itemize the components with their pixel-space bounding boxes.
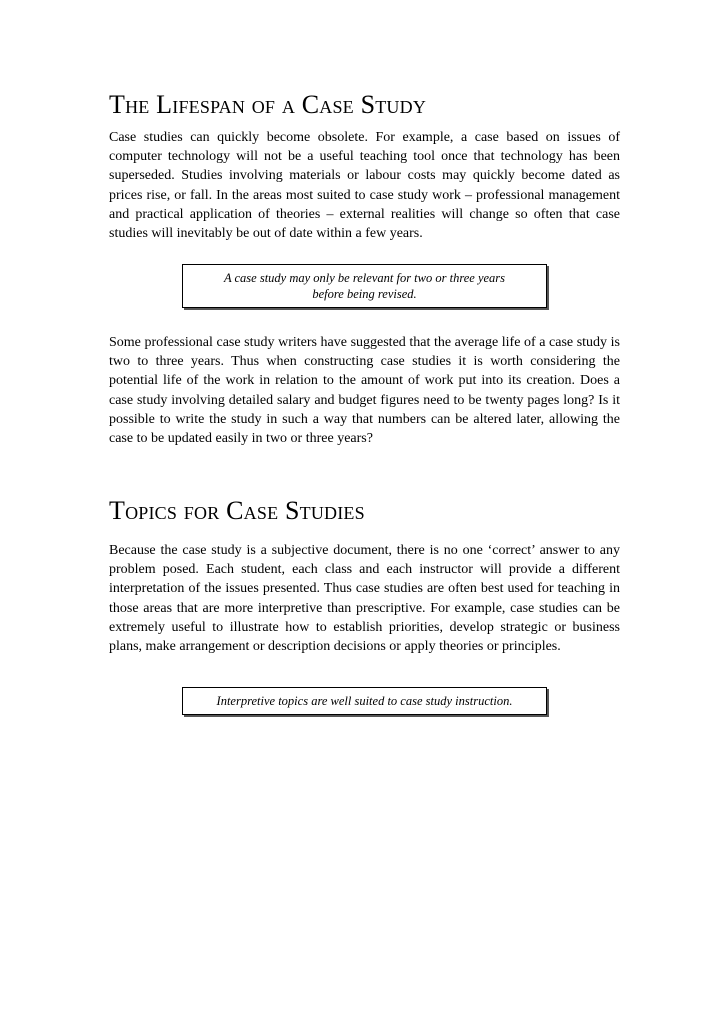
paragraph-topics: Because the case study is a subjective document, there is no one ‘correct’ answer to any problem posed. Each student, each class and each instructor will provide a different interpretation of the issues presented. Thus case studies are often best used for teaching in those areas that are more interpretive than prescriptive. For example, case studies can be extremely useful to illustrate how to establish priorities, develop strategic or business plans, make arrangement or description decisions or apply theories or principles. — [109, 543, 620, 655]
callout-line: Interpretive topics are well suited to case study instruction. — [216, 694, 513, 708]
callout-line: A case study may only be relevant for two or three years — [223, 271, 506, 285]
section-heading-topics: Topics for Case Studies — [109, 496, 365, 525]
callout-box-topics — [182, 687, 547, 715]
paragraph-lifespan-intro: Case studies can quickly become obsolete. For example, a case based on issues of computer technology will not be a useful teaching tool once that technology has been superseded. Studies involving materials or labour costs may quickly become dated as prices rise, or fall. In the areas most suited to case study work – professional management and practical application of theories – external realities will change so often that case studies will inevitably be out of date within a few years. — [109, 130, 620, 242]
callout-line: before being revised. — [312, 287, 417, 301]
section-heading-lifespan: The Lifespan of a Case Study — [109, 90, 427, 119]
paragraph-lifespan-average: Some professional case study writers have suggested that the average life of a case study is two to three years. Thus when constructing case studies it is worth considering the potential life of the work in relation to the amount of work put into its creation. Does a case study involving detailed salary and budget figures need to be twenty pages long? Is it possible to write the study in such a way that numbers can be altered later, allowing the case to be updated easily in two or three years? — [109, 335, 620, 447]
callout-box-lifespan — [182, 264, 547, 308]
